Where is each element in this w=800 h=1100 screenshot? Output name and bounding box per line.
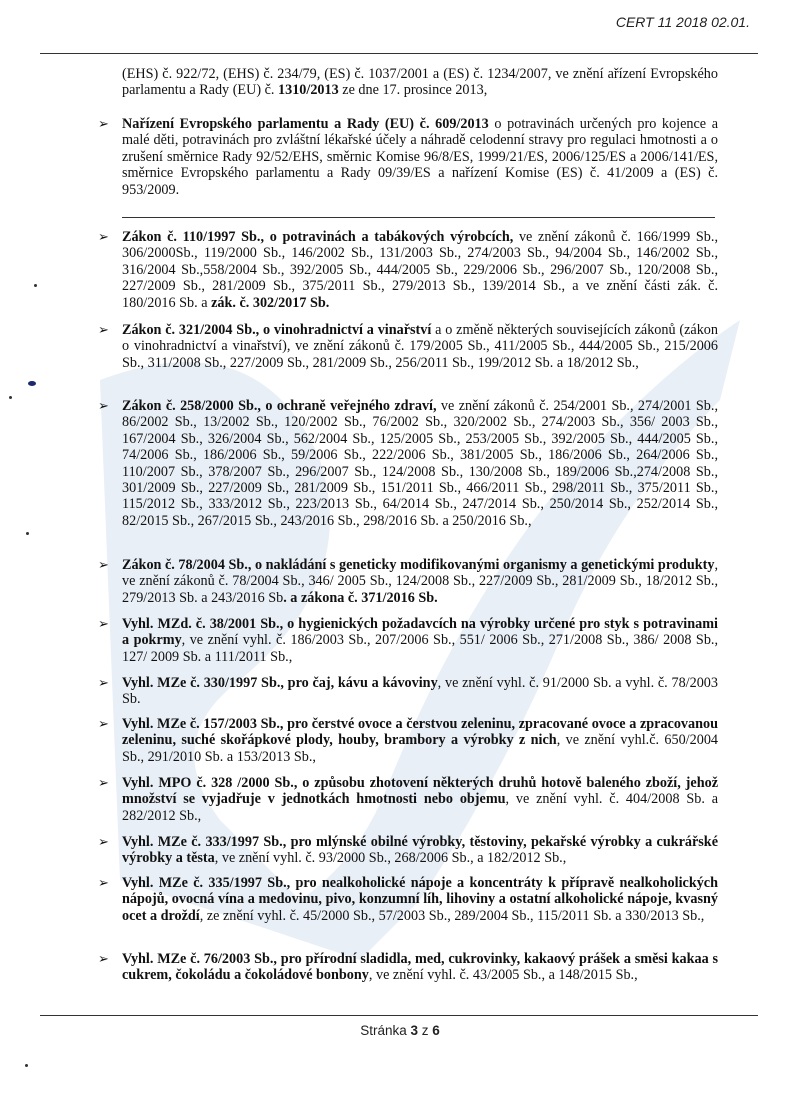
list-item-text [122, 675, 718, 708]
arrow-bullet-icon: ➢ [98, 230, 109, 245]
list-item [98, 834, 718, 867]
scan-speck [9, 396, 12, 399]
page-number [0, 1023, 800, 1038]
arrow-bullet-icon: ➢ [98, 323, 109, 338]
bold-text-segment: Zákon č. 110/1997 Sb., o potravinách a tabákových výrobcích, [122, 229, 514, 245]
scan-speck [34, 284, 37, 287]
page-label: Stránka [360, 1023, 411, 1038]
arrow-bullet-icon: ➢ [98, 835, 109, 850]
list-item-text [122, 716, 718, 765]
text-segment: ze dne 17. prosince 2013, [338, 82, 488, 99]
list-item [98, 775, 718, 824]
arrow-bullet-icon: ➢ [98, 117, 109, 132]
footer-rule [40, 1015, 758, 1016]
bold-text-segment: Vyhl. MZe č. 333/1997 Sb., pro mlýnské obilné výrobky, těstoviny, pekařské výrobky a cukrářské výrobky a těsta [122, 834, 718, 867]
arrow-bullet-icon: ➢ [98, 952, 109, 967]
list-item-text [122, 116, 718, 198]
text-segment: ve znění zákonů č. 254/2001 Sb., 274/2001 Sb., 86/2002 Sb., 13/2002 Sb., 120/2002 Sb., 76/2002 Sb., 320/2002 Sb., 274/2003 Sb., 356/ 2003 Sb., 167/2004 Sb., 326/2004 Sb., 562/2004 Sb., 125/2005 Sb., 253/2005 Sb., 392/2005 Sb., 444/2005 Sb., 74/2006 Sb., 186/2006 Sb., 59/2006 Sb., 222/2006 Sb., 381/2005 Sb., 186/2006 Sb., 264/2006 Sb., 110/2007 Sb., 378/2007 Sb., 296/2007 Sb., 124/2008 Sb., 130/2008 Sb., 189/2006 Sb.,274/2008 Sb., 301/2009 Sb., 227/2009 Sb., 281/2009 Sb., 151/2011 Sb., 466/2011 Sb., 298/2011 Sb., 375/2011 Sb., 115/2012 Sb., 333/2012 Sb., 223/2013 Sb., 64/2014 Sb., 247/2014 Sb., 250/2014 Sb., 252/2014 Sb., 82/2015 Sb., 267/2015 Sb., 243/2016 Sb., 298/2016 Sb. a 250/2016 Sb., [122, 398, 718, 529]
arrow-bullet-icon: ➢ [98, 676, 109, 691]
bold-text-segment: Vyhl. MZd. č. 38/2001 Sb., o hygienických požadavcích na výrobky určené pro styk s potravinami a pokrmy [122, 616, 718, 649]
text-segment: , ve znění vyhl. č. 404/2008 Sb. a 282/2012 Sb., [122, 791, 719, 824]
text-segment: , ve znění vyhl. č. 93/2000 Sb., 268/2006 Sb., a 182/2012 Sb., [214, 850, 567, 867]
bold-text-segment: Nařízení Evropského parlamentu a Rady (EU) č. 609/2013 [122, 116, 489, 132]
bold-text-segment: Zákon č. 321/2004 Sb., o vinohradnictví a vinařství [122, 322, 432, 338]
bold-text-segment: Vyhl. MZe č. 330/1997 Sb., pro čaj, kávu a kávoviny [122, 675, 438, 691]
scan-speck [26, 532, 29, 535]
list-item [98, 875, 718, 924]
list-item [98, 322, 718, 371]
total-pages: 6 [432, 1023, 440, 1038]
scan-speck [25, 1064, 28, 1067]
list-item [98, 951, 718, 984]
document-code: CERT 11 2018 02.01. [615, 14, 750, 30]
bold-text-segment: Zákon č. 258/2000 Sb., o ochraně veřejného zdraví, [122, 398, 437, 414]
arrow-bullet-icon: ➢ [98, 717, 109, 732]
text-segment: , ve znění vyhl. č. 186/2003 Sb., 207/2006 Sb., 551/ 2006 Sb., 271/2008 Sb., 386/ 2008 Sb., 127/ 2009 Sb. a 111/2011 Sb., [122, 632, 719, 665]
header-rule [40, 53, 758, 54]
text-segment: , ze znění vyhl. č. 45/2000 Sb., 57/2003 Sb., 289/2004 Sb., 115/2011 Sb. a 330/2013 Sb., [199, 907, 705, 924]
arrow-bullet-icon: ➢ [98, 876, 109, 891]
list-item-text [122, 398, 718, 529]
list-item-text [122, 834, 718, 867]
continuation-paragraph [122, 66, 718, 99]
list-item [98, 616, 718, 665]
bold-text-segment: Vyhl. MZe č. 76/2003 Sb., pro přírodní sladidla, med, cukrovinky, kakaový prášek a směsi kakaa s cukrem, čokoládu a čokoládové bonbony [122, 951, 718, 984]
list-item [98, 716, 718, 765]
page-separator: z [418, 1023, 433, 1038]
current-page: 3 [410, 1023, 418, 1038]
list-item [98, 116, 718, 198]
text-segment: ve znění zákonů č. 166/1999 Sb., 306/2000Sb., 119/2000 Sb., 146/2002 Sb., 131/2003 Sb., 274/2003 Sb., 94/2004 Sb., 146/2002 Sb., 316/2004 Sb.,558/2004 Sb., 392/2005 Sb., 444/2005 Sb., 229/2006 Sb., 296/2007 Sb., 120/2008 Sb., 227/2009 Sb., 281/2009 Sb., 375/2011 Sb., 279/2013 Sb., 139/2014 Sb., a ve znění části zák. č. 180/2016 Sb. a [122, 229, 718, 311]
list-item-text [122, 775, 718, 824]
bold-text-segment: Zákon č. 78/2004 Sb., o nakládání s geneticky modifikovanými organismy a genetickými produkty [122, 557, 715, 573]
list-item [98, 398, 718, 529]
text-segment: (EHS) č. 922/72, (EHS) č. 234/79, (ES) č. 1037/2001 a (ES) č. 1234/2007, ve znění ařízení Evropského parlamentu a Rady (EU) č. [122, 66, 718, 99]
list-item [98, 675, 718, 708]
list-item-text [122, 951, 718, 984]
text-segment: , ve znění vyhl. č. 91/2000 Sb. a vyhl. č. 78/2003 Sb. [122, 675, 718, 708]
arrow-bullet-icon: ➢ [98, 617, 109, 632]
list-item-text [122, 875, 718, 924]
list-item-text [122, 322, 718, 371]
bold-text-segment: Vyhl. MZe č. 157/2003 Sb., pro čerstvé ovoce a čerstvou zeleninu, zpracované ovoce a zpracovanou zeleninu, suché skořápkové plody, houby, brambory a výrobky z nich [122, 716, 718, 749]
bold-text-segment: Vyhl. MPO č. 328 /2000 Sb., o způsobu zhotovení některých druhů hotově baleného zboží, jehož množství se vyjadřuje v jednotkách hmotnosti nebo objemu [122, 775, 718, 808]
arrow-bullet-icon: ➢ [98, 399, 109, 414]
list-item-text [122, 616, 718, 665]
bold-text-segment: Vyhl. MZe č. 335/1997 Sb., pro nealkoholické nápoje a koncentráty k přípravě nealkoholických nápojů, ovocná vína a medovinu, pivo, konzumní líh, lihoviny a ostatní alkoholické nápoje, kvasný ocet a droždí [122, 875, 718, 924]
list-item [98, 557, 718, 606]
list-item [98, 229, 718, 311]
scan-speck [28, 381, 36, 386]
list-item-text [122, 557, 718, 606]
text-segment: , ve znění vyhl.č. 650/2004 Sb., 291/2010 Sb. a 153/2013 Sb., [122, 732, 719, 765]
list-item-text [122, 229, 718, 311]
text-segment: o potravinách určených pro kojence a malé děti, potravinách pro zvláštní lékařské účely a náhradě celodenní stravy pro regulaci hmotnosti a o zrušení směrnice Rady 92/52/EHS, směrnic Komise 96/8/ES, 1999/21/ES, 2006/125/ES a 2006/141/ES, směrnice Evropského parlamentu a Rady 09/39/ES a nařízení Komise (ES) č. 41/2009 a (ES) č. 953/2009. [122, 116, 718, 198]
text-segment: a o změně některých souvisejících zákonů (zákon o vinohradnictví a vinařství), ve znění zákonů č. 179/2005 Sb., 411/2005 Sb., 444/2005 Sb., 215/2006 Sb., 311/2008 Sb., 227/2009 Sb., 281/2009 Sb., 256/2011 Sb., 199/2012 Sb. a 18/2012 Sb., [122, 322, 718, 371]
bold-text-segment: . a zákona č. 371/2016 Sb. [283, 589, 438, 606]
arrow-bullet-icon: ➢ [98, 776, 109, 791]
bold-text-segment: zák. č. 302/2017 Sb. [211, 294, 330, 311]
bold-text-segment: 1310/2013 [278, 82, 339, 99]
text-segment: , ve znění vyhl. č. 43/2005 Sb., a 148/2015 Sb., [368, 967, 638, 984]
section-divider [122, 217, 715, 218]
text-segment: , ve znění zákonů č. 78/2004 Sb., 346/ 2005 Sb., 124/2008 Sb., 227/2009 Sb., 281/2009 Sb., 18/2012 Sb., 279/2013 Sb. a 243/2016 Sb [122, 557, 718, 606]
arrow-bullet-icon: ➢ [98, 558, 109, 573]
